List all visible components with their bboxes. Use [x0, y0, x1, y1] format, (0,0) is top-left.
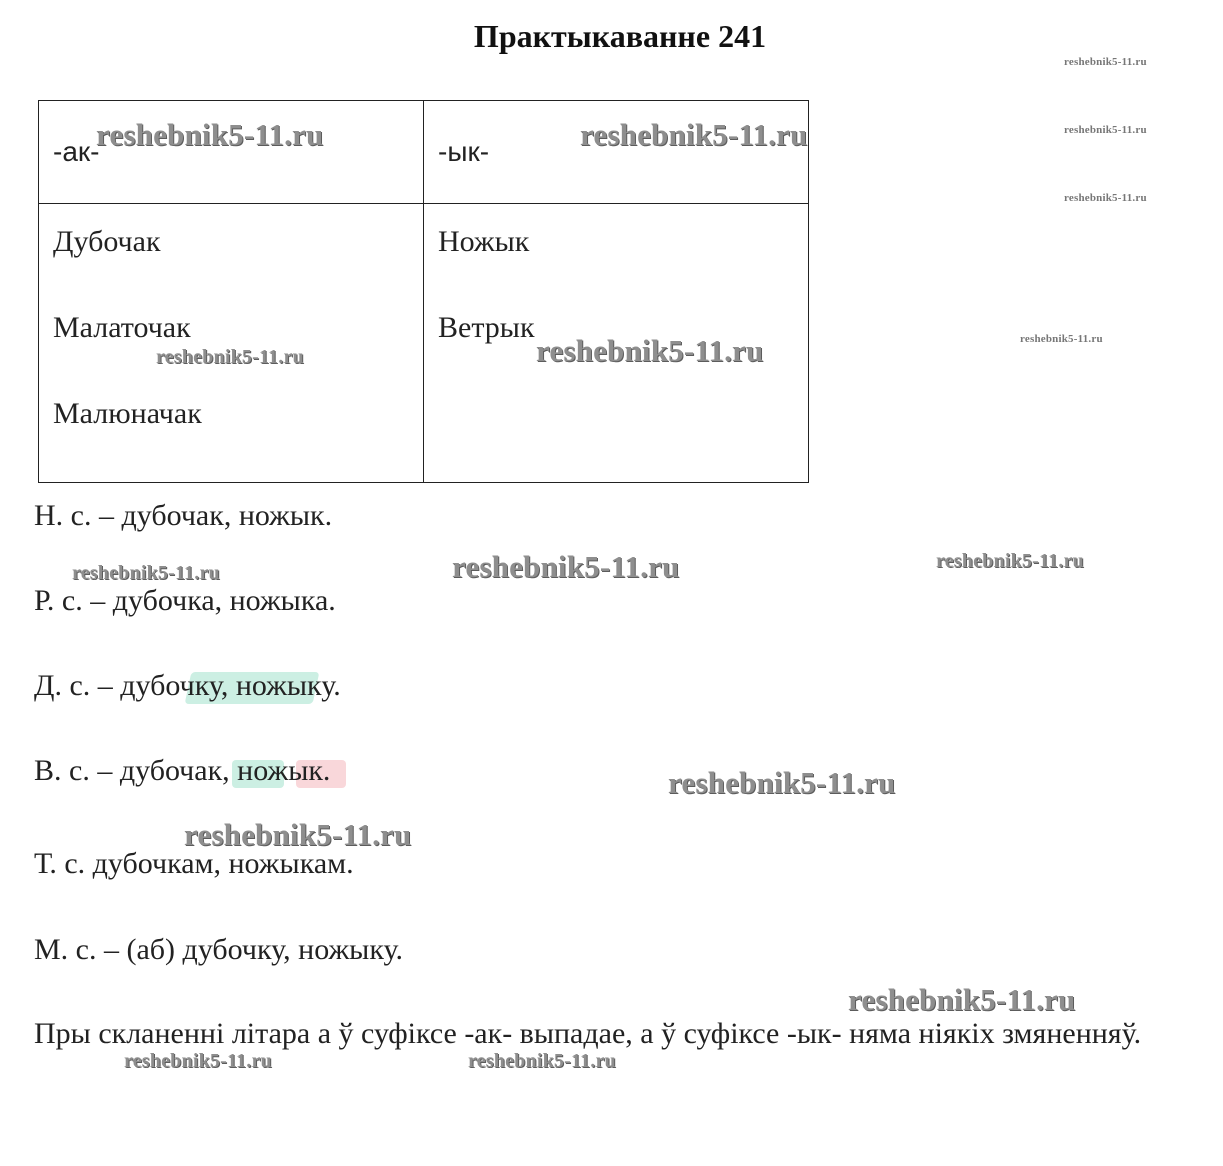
table-cell-ak-words	[39, 204, 424, 483]
watermark: reshebnik5-11.ru	[1064, 192, 1147, 204]
word-nozhyk: Ножык	[438, 225, 530, 258]
column-header-ak: -ак-	[39, 101, 424, 204]
conclusion-paragraph: Пры скланенні літара а ў суфіксе -ак- выпадае, а ў суфіксе -ык- няма ніякіх змяненняў.	[34, 1017, 1142, 1050]
case-instrumental: Т. с. дубочкам, ножыкам.	[34, 847, 354, 880]
watermark: reshebnik5-11.ru	[156, 346, 304, 368]
watermark: reshebnik5-11.ru	[72, 562, 220, 584]
word-vetryk: Ветрык	[438, 311, 535, 344]
case-nominative: Н. с. – дубочак, ножык.	[34, 499, 333, 532]
word-malyunachak: Малюначак	[53, 397, 202, 430]
watermark: reshebnik5-11.ru	[184, 817, 412, 852]
watermark: reshebnik5-11.ru	[452, 549, 680, 584]
watermark: reshebnik5-11.ru	[124, 1050, 272, 1072]
case-locative: М. с. – (аб) дубочку, ножыку.	[34, 933, 403, 966]
case-dative: Д. с. – дубочку, ножыку.	[34, 669, 341, 702]
watermark: reshebnik5-11.ru	[668, 765, 896, 800]
word-dubochak: Дубочак	[53, 225, 161, 258]
watermark: reshebnik5-11.ru	[936, 550, 1084, 572]
watermark: reshebnik5-11.ru	[536, 333, 764, 368]
watermark: reshebnik5-11.ru	[468, 1050, 616, 1072]
watermark: reshebnik5-11.ru	[96, 117, 324, 152]
column-header-yk: -ык-	[424, 101, 809, 204]
page-title: Практыкаванне 241	[473, 18, 767, 54]
watermark: reshebnik5-11.ru	[848, 982, 1076, 1017]
watermark: reshebnik5-11.ru	[580, 117, 808, 152]
case-accusative: В. с. – дубочак, ножык.	[34, 754, 331, 787]
word-malatochak: Малаточак	[53, 311, 191, 344]
watermark: reshebnik5-11.ru	[1064, 124, 1147, 136]
suffix-table	[38, 100, 809, 483]
watermark: reshebnik5-11.ru	[1020, 333, 1103, 345]
watermark: reshebnik5-11.ru	[1064, 56, 1147, 68]
case-genitive: Р. с. – дубочка, ножыка.	[34, 584, 336, 617]
